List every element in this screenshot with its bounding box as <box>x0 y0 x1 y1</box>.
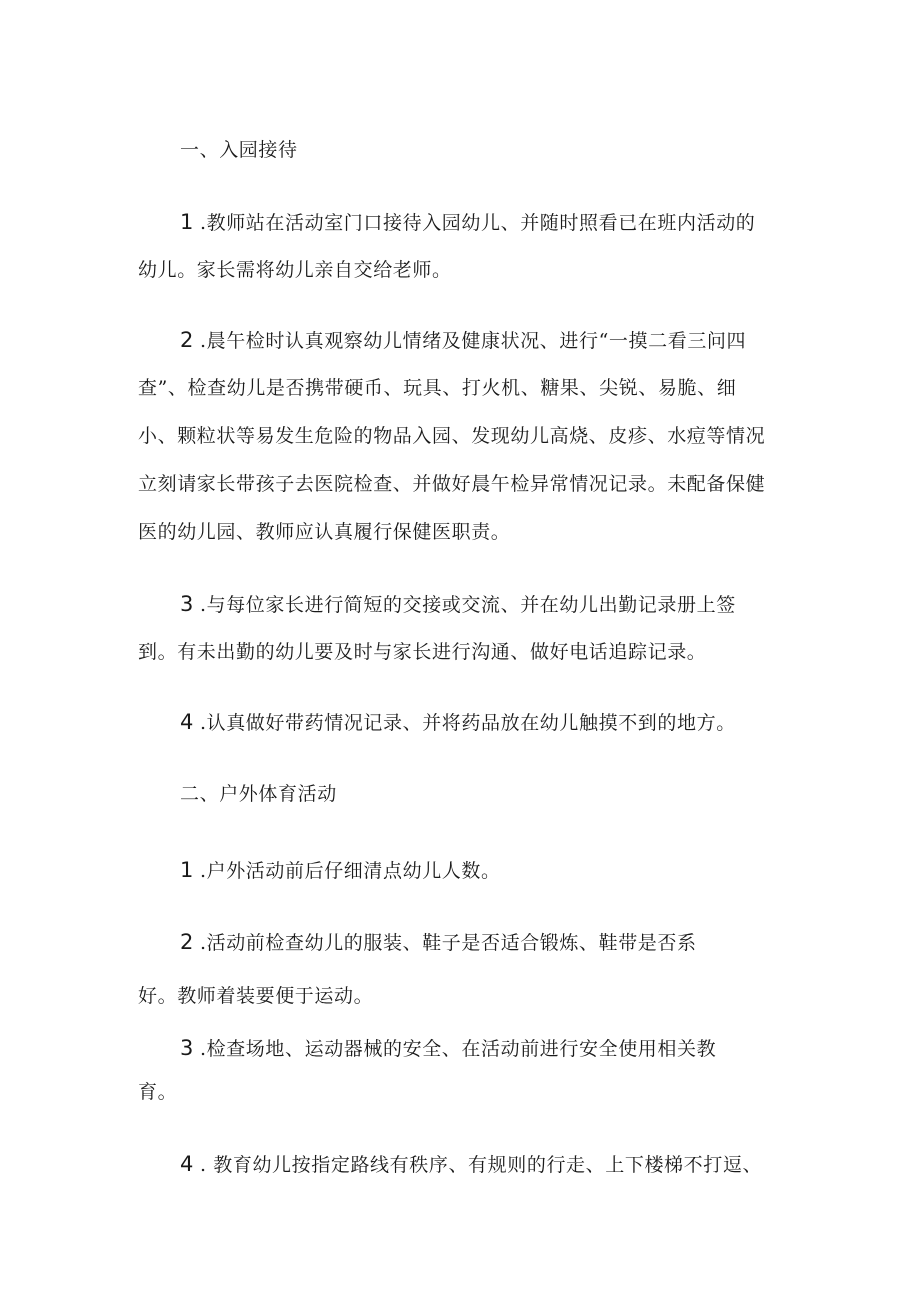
list-item-line: 到。有未出勤的幼儿要及时与家长进行沟通、做好电话追踪记录。 <box>138 641 707 663</box>
list-item-first-line <box>180 928 697 957</box>
list-item-line: 好。教师着装要便于运动。 <box>138 985 374 1007</box>
item-text: .与每位家长进行简短的交接或交流、并在幼儿出勤记录册上签 <box>199 594 736 616</box>
list-item-first-line <box>180 708 736 737</box>
section-heading: 二、户外体育活动 <box>180 783 337 805</box>
list-item-first-line <box>180 326 746 355</box>
list-item-first-line <box>180 1034 716 1063</box>
list-item-line: 医的幼儿园、教师应认真履行保健医职责。 <box>138 521 511 543</box>
list-item-line: 育。 <box>138 1081 178 1103</box>
list-item-line: 幼儿。家长需将幼儿亲自交给老师。 <box>138 259 452 281</box>
item-text: .认真做好带药情况记录、并将药品放在幼儿触摸不到的地方。 <box>199 712 736 734</box>
item-text: .检查场地、运动器械的安全、在活动前进行安全使用相关教 <box>199 1038 717 1060</box>
list-item-first-line <box>180 856 501 885</box>
item-text: .晨午检时认真观察幼儿情绪及健康状况、进行“一摸二看三问四 <box>199 330 747 352</box>
item-number: 3 <box>180 1036 194 1060</box>
item-text: .活动前检查幼儿的服装、鞋子是否适合锻炼、鞋带是否系 <box>199 932 697 954</box>
list-item-line: 查”、检查幼儿是否携带硬币、玩具、打火机、糖果、尖锐、易脆、细 <box>138 377 737 399</box>
item-text: .户外活动前后仔细清点幼儿人数。 <box>199 860 501 882</box>
item-text: . 教育幼儿按指定路线有秩序、有规则的行走、上下楼梯不打逗、 <box>199 1154 763 1176</box>
item-number: 1 <box>180 858 194 882</box>
item-number: 1 <box>180 210 194 234</box>
list-item-line: 立刻请家长带孩子去医院检查、并做好晨午检异常情况记录。未配备保健 <box>138 473 766 495</box>
section-heading: 一、入园接待 <box>180 139 298 161</box>
item-number: 4 <box>180 710 194 734</box>
item-number: 2 <box>180 930 194 954</box>
item-text: .教师站在活动室门口接待入园幼儿、并随时照看已在班内活动的 <box>199 212 756 234</box>
list-item-first-line <box>180 208 755 237</box>
list-item-first-line <box>180 590 736 619</box>
list-item-line: 小、颗粒状等易发生危险的物品入园、发现幼儿高烧、皮疹、水痘等情况 <box>138 425 766 447</box>
item-number: 2 <box>180 328 194 352</box>
list-item-first-line <box>180 1150 762 1179</box>
item-number: 4 <box>180 1152 194 1176</box>
item-number: 3 <box>180 592 194 616</box>
